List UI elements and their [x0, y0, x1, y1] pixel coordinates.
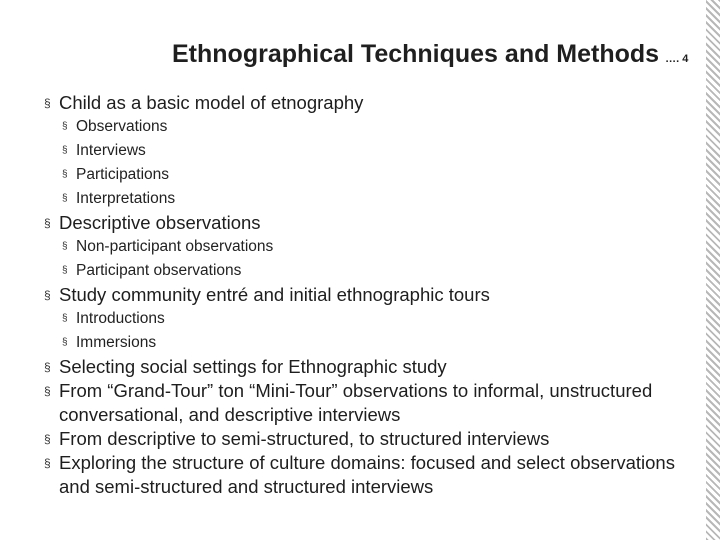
bullet-text: From descriptive to semi-structured, to structured interviews: [59, 428, 550, 449]
decorative-side-stripe: [706, 0, 720, 540]
slide-title: [172, 40, 688, 69]
bullet-icon: §: [44, 288, 51, 302]
sub-bullet-text: Immersions: [76, 334, 157, 351]
sub-bullet-text: Participant observations: [76, 262, 242, 279]
slide-number: …. 4: [665, 53, 689, 65]
bullet-icon: §: [44, 216, 51, 230]
bullet-item: [44, 427, 684, 451]
sub-bullet-item: [44, 331, 684, 355]
bullet-item: [44, 379, 684, 427]
bullet-icon: §: [44, 384, 51, 398]
bullet-text: Child as a basic model of etnography: [59, 92, 364, 113]
sub-bullet-text: Participations: [76, 166, 170, 183]
bullet-icon: §: [44, 456, 51, 470]
bullet-icon: §: [62, 313, 68, 324]
bullet-icon: §: [62, 337, 68, 348]
bullet-icon: §: [62, 265, 68, 276]
bullet-icon: §: [62, 193, 68, 204]
sub-bullet-item: [44, 259, 684, 283]
bullet-icon: §: [44, 360, 51, 374]
bullet-item: [44, 451, 684, 499]
sub-bullet-text: Interpretations: [76, 190, 176, 207]
sub-bullet-item: [44, 115, 684, 139]
bullet-list: [44, 91, 684, 499]
bullet-text: Selecting social settings for Ethnographic study: [59, 356, 447, 377]
sub-bullet-item: [44, 139, 684, 163]
bullet-icon: §: [62, 145, 68, 156]
sub-bullet-item: [44, 187, 684, 211]
sub-bullet-text: Introductions: [76, 310, 165, 327]
bullet-icon: §: [62, 241, 68, 252]
bullet-text: Descriptive observations: [59, 212, 261, 233]
bullet-item: [44, 283, 684, 307]
bullet-item: [44, 355, 684, 379]
bullet-item: [44, 211, 684, 235]
bullet-icon: §: [62, 169, 68, 180]
bullet-text: From “Grand-Tour” ton “Mini-Tour” observations to informal, unstructured conversational, and descriptive interviews: [59, 380, 653, 425]
sub-bullet-text: Observations: [76, 118, 168, 135]
sub-bullet-item: [44, 235, 684, 259]
slide-title-text: Ethnographical Techniques and Methods: [172, 40, 660, 68]
sub-bullet-item: [44, 307, 684, 331]
bullet-text: Study community entré and initial ethnographic tours: [59, 284, 490, 305]
bullet-text: Exploring the structure of culture domains: focused and select observations and semi‑structured and structured interviews: [59, 452, 675, 497]
sub-bullet-text: Interviews: [76, 142, 146, 159]
bullet-item: [44, 91, 684, 115]
sub-bullet-item: [44, 163, 684, 187]
bullet-icon: §: [62, 121, 68, 132]
bullet-icon: §: [44, 96, 51, 110]
bullet-icon: §: [44, 432, 51, 446]
sub-bullet-text: Non-participant observations: [76, 238, 274, 255]
